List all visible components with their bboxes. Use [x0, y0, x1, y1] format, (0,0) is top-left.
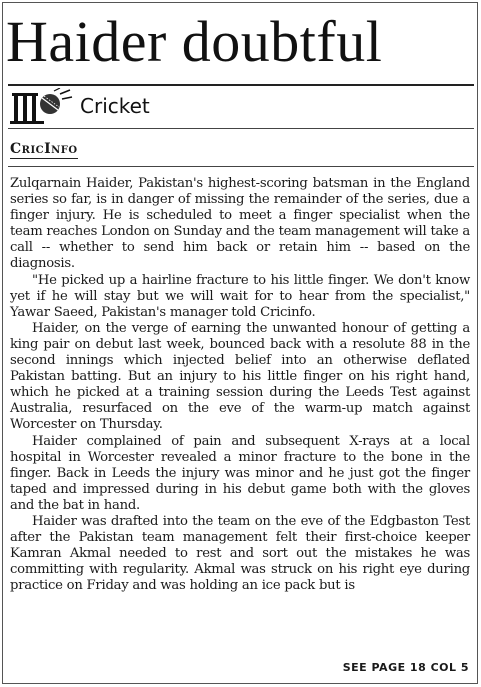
section-header: [10, 88, 210, 124]
article-body: [10, 176, 470, 594]
paragraph: Haider was drafted into the team on the eve of the Edgbaston Test after the Pakistan team management felt their first-choice keeper Kamran Akmal needed to rest and sort out the mistakes he was committing with regularity. Akmal was struck on his right eye during practice on Friday and was holding an ice pack but is: [10, 513, 470, 594]
continuation-note: SEE PAGE 18 COL 5: [342, 661, 469, 674]
source-rule: [8, 166, 474, 167]
paragraph: Haider complained of pain and subsequent X-rays at a local hospital in Worcester revealed a minor fracture to the bone in the finger. Back in Leeds the injury was minor and he just got the finger taped and impressed during in his debut game both with the gloves and the bat in hand.: [10, 433, 470, 513]
headline-rule: [8, 84, 474, 86]
paragraph: Zulqarnain Haider, Pakistan's highest-scoring batsman in the England series so far, is in danger of missing the remainder of the series, due a finger injury. He is scheduled to meet a finger specialist when the team reaches London on Sunday and the team management will take a call -- whether to send him back or retain him -- based on the diagnosis.: [10, 176, 470, 272]
paragraph: "He picked up a hairline fracture to his little finger. We don't know yet if he will stay but we will wait for to hear from the specialist," Yawar Saeed, Pakistan's manager told Cricinfo.: [10, 272, 470, 320]
section-rule: [8, 128, 474, 129]
source-credit: CricInfo: [10, 141, 78, 157]
section-label: Cricket: [80, 94, 150, 118]
headline: Haider doubtful: [6, 9, 383, 74]
cricket-stumps-ball-icon: [10, 88, 74, 124]
paragraph: Haider, on the verge of earning the unwanted honour of getting a king pair on debut last week, bounced back with a resolute 88 in the second innings which injected belief into an otherwise deflated Pakistan batting. But an injury to his little finger on his right hand, which he picked at a training session during the Leeds Test against Australia, resurfaced on the eve of the warm-up match against Worcester on Thursday.: [10, 320, 470, 433]
